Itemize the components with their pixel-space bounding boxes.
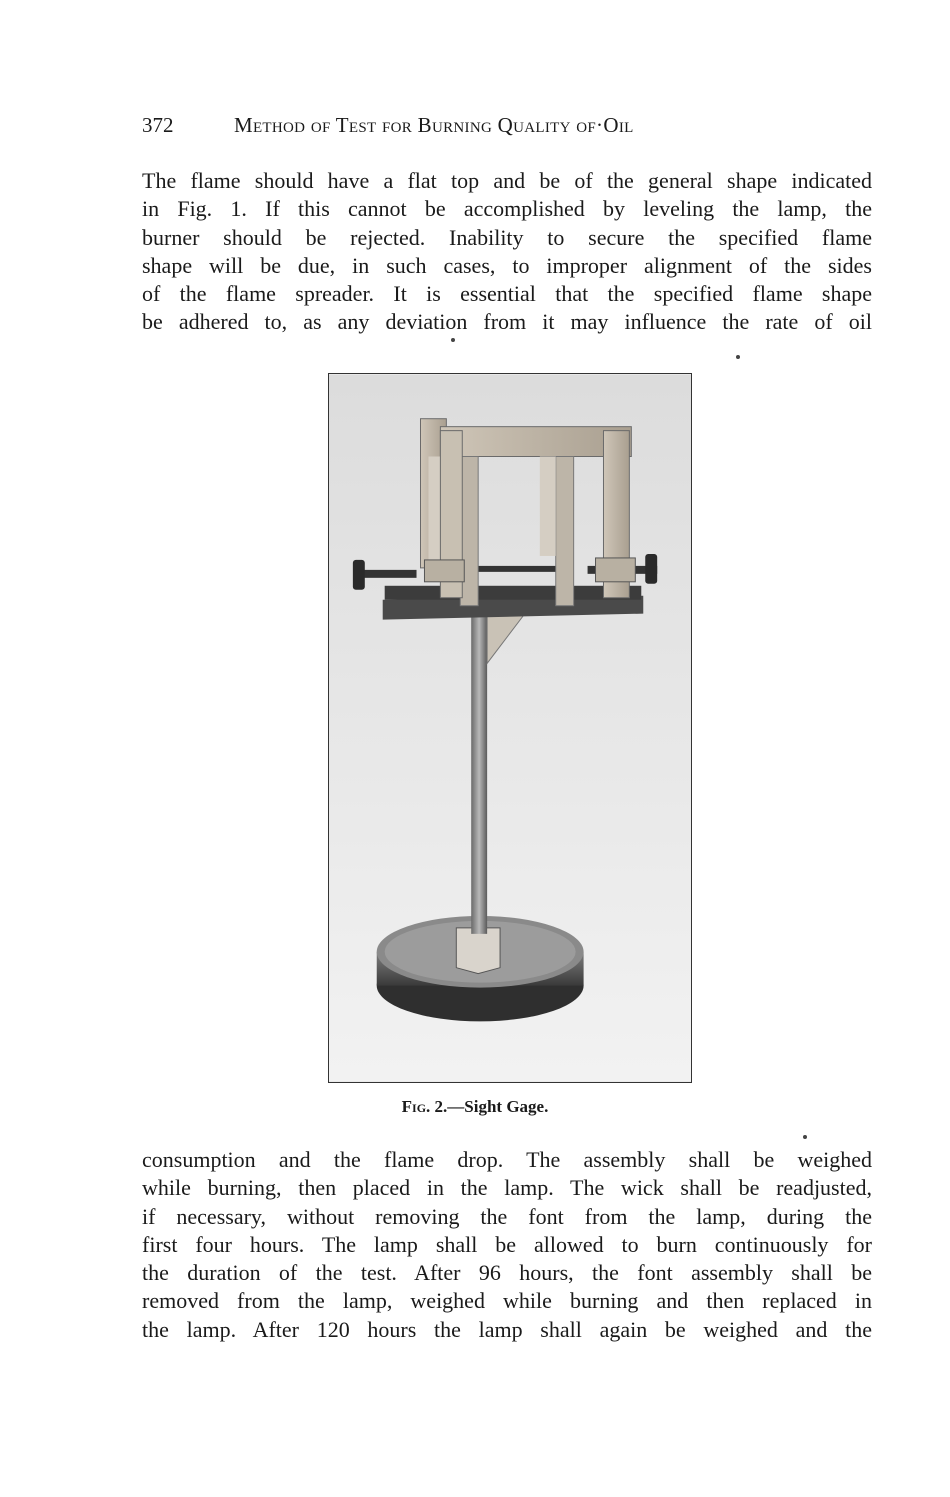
figure-title: —Sight Gage.: [447, 1097, 549, 1116]
text-line: be adhered to, as any deviation from it may influence the rate of oil: [142, 309, 872, 335]
print-speck: [803, 1135, 807, 1139]
text-line: in Fig. 1. If this cannot be accomplished by leveling the lamp, the: [142, 196, 872, 222]
text-line: the duration of the test. After 96 hours, the font assembly shall be: [142, 1260, 872, 1286]
page-number: 372: [142, 113, 174, 137]
text-line: if necessary, without removing the font from the lamp, during the: [142, 1203, 872, 1229]
text-line: shape will be due, in such cases, to improper alignment of the sides: [142, 252, 872, 278]
figure-caption: [0, 1097, 950, 1117]
text-line: burner should be rejected. Inability to secure the specified flame: [142, 224, 872, 250]
figure-label: Fig. 2.: [401, 1097, 448, 1116]
paragraph-bottom: [142, 1146, 872, 1344]
print-speck: [736, 355, 740, 359]
text-line: removed from the lamp, weighed while burning and then replaced in: [142, 1288, 872, 1314]
print-speck: [451, 338, 455, 342]
figure-photo-sight-gage: [328, 373, 692, 1083]
text-line: first four hours. The lamp shall be allowed to burn continuously for: [142, 1231, 872, 1257]
running-head: [142, 113, 872, 143]
paragraph-top: [142, 167, 872, 337]
text-line: consumption and the flame drop. The assembly shall be weighed: [142, 1147, 872, 1172]
text-line: while burning, then placed in the lamp. The wick shall be readjusted,: [142, 1175, 872, 1201]
text-line: of the flame spreader. It is essential that the specified flame shape: [142, 281, 872, 307]
sight-gage-illustration: [329, 374, 691, 1082]
text-line: The flame should have a flat top and be of the general shape indicated: [142, 168, 872, 193]
running-title: Method of Test for Burning Quality of·Oil: [234, 113, 634, 137]
text-line: the lamp. After 120 hours the lamp shall again be weighed and the: [142, 1316, 872, 1342]
